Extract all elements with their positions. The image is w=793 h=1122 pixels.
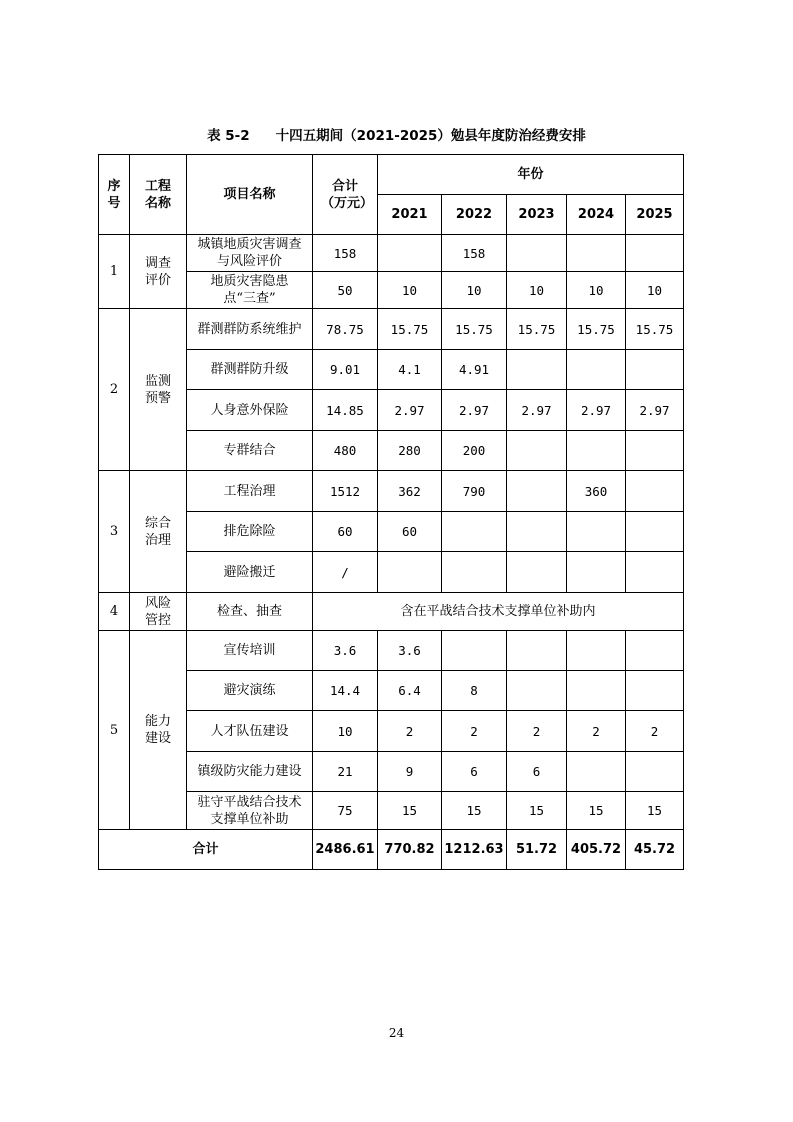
table-row [99, 752, 684, 792]
year-value [567, 752, 626, 792]
year-value [567, 631, 626, 671]
item-name: 人身意外保险 [187, 390, 313, 431]
item-total: 78.75 [313, 309, 378, 350]
table-title: 十四五期间（2021-2025）勉县年度防治经费安排 [275, 128, 586, 144]
year-value: 10 [507, 272, 567, 309]
item-name: 避灾演练 [187, 671, 313, 711]
year-value [626, 752, 684, 792]
header-category: 工程名称 [130, 155, 187, 235]
year-value: 280 [378, 431, 442, 471]
merged-note: 含在平战结合技术支撑单位补助内 [313, 593, 684, 631]
year-value [378, 235, 442, 272]
header-row [99, 155, 684, 195]
year-value: 15.75 [442, 309, 507, 350]
header-item: 项目名称 [187, 155, 313, 235]
table-row [99, 390, 684, 431]
item-name: 地质灾害隐患点“三查” [187, 272, 313, 309]
group-seq: 5 [99, 631, 130, 830]
year-value [442, 552, 507, 593]
item-name: 人才队伍建设 [187, 711, 313, 752]
item-total: 9.01 [313, 350, 378, 390]
year-value [378, 552, 442, 593]
header-year: 2023 [507, 195, 567, 235]
table-row [99, 471, 684, 512]
year-value: 2.97 [507, 390, 567, 431]
year-value [442, 512, 507, 552]
year-value: 2.97 [567, 390, 626, 431]
header-total: 合计（万元） [313, 155, 378, 235]
year-value [442, 631, 507, 671]
year-value [567, 552, 626, 593]
table-body [99, 155, 684, 870]
year-value [567, 512, 626, 552]
item-name: 镇级防灾能力建设 [187, 752, 313, 792]
year-value [626, 431, 684, 471]
year-value [507, 671, 567, 711]
year-value: 158 [442, 235, 507, 272]
year-value: 790 [442, 471, 507, 512]
item-total: 14.85 [313, 390, 378, 431]
year-value: 3.6 [378, 631, 442, 671]
year-value [567, 671, 626, 711]
item-total: 1512 [313, 471, 378, 512]
year-value: 10 [567, 272, 626, 309]
funding-table [98, 154, 684, 870]
year-value [626, 552, 684, 593]
item-total: 14.4 [313, 671, 378, 711]
item-name: 宣传培训 [187, 631, 313, 671]
year-value: 2 [567, 711, 626, 752]
group-name: 能力建设 [130, 631, 187, 830]
year-value: 10 [378, 272, 442, 309]
year-value [507, 552, 567, 593]
year-value: 4.91 [442, 350, 507, 390]
year-value: 15 [626, 792, 684, 830]
table-row [99, 235, 684, 272]
year-value: 2.97 [442, 390, 507, 431]
grand-total-value: 2486.61 [313, 830, 378, 870]
year-value: 10 [442, 272, 507, 309]
header-year: 2025 [626, 195, 684, 235]
grand-total-year: 405.72 [567, 830, 626, 870]
group-seq: 2 [99, 309, 130, 471]
year-value [507, 471, 567, 512]
table-caption [0, 124, 793, 144]
table-number: 表 5-2 [207, 128, 250, 144]
year-value: 8 [442, 671, 507, 711]
year-value [626, 350, 684, 390]
item-name: 避险搬迁 [187, 552, 313, 593]
page-number: 24 [388, 1026, 405, 1040]
table-row [99, 350, 684, 390]
item-total: 10 [313, 711, 378, 752]
year-value: 15.75 [567, 309, 626, 350]
year-value: 2 [507, 711, 567, 752]
grand-total-year: 1212.63 [442, 830, 507, 870]
year-value: 15 [442, 792, 507, 830]
group-name: 风险管控 [130, 593, 187, 631]
group-name: 监测预警 [130, 309, 187, 471]
header-seq: 序号 [99, 155, 130, 235]
item-total: 158 [313, 235, 378, 272]
item-name: 排危除险 [187, 512, 313, 552]
year-value: 15 [567, 792, 626, 830]
year-value [626, 235, 684, 272]
header-year: 2022 [442, 195, 507, 235]
year-value: 2.97 [626, 390, 684, 431]
year-value: 6.4 [378, 671, 442, 711]
year-value [626, 631, 684, 671]
year-value: 362 [378, 471, 442, 512]
table-row [99, 309, 684, 350]
table-row [99, 711, 684, 752]
year-value: 15.75 [378, 309, 442, 350]
year-value [567, 235, 626, 272]
year-value: 15 [507, 792, 567, 830]
year-value: 2 [442, 711, 507, 752]
header-year: 2021 [378, 195, 442, 235]
item-total: 480 [313, 431, 378, 471]
table-row [99, 671, 684, 711]
year-value: 15.75 [507, 309, 567, 350]
table-row [99, 272, 684, 309]
grand-total-label: 合计 [99, 830, 313, 870]
year-value [626, 512, 684, 552]
item-name: 城镇地质灾害调查与风险评价 [187, 235, 313, 272]
group-name: 调查评价 [130, 235, 187, 309]
item-name: 检查、抽查 [187, 593, 313, 631]
year-value: 10 [626, 272, 684, 309]
year-value [507, 235, 567, 272]
year-value: 6 [507, 752, 567, 792]
year-value [507, 431, 567, 471]
item-total: 21 [313, 752, 378, 792]
table-row [99, 792, 684, 830]
item-total: / [313, 552, 378, 593]
item-name: 专群结合 [187, 431, 313, 471]
item-total: 75 [313, 792, 378, 830]
year-value: 4.1 [378, 350, 442, 390]
year-value [567, 350, 626, 390]
group-seq: 4 [99, 593, 130, 631]
table-row [99, 431, 684, 471]
year-value: 2 [626, 711, 684, 752]
item-name: 工程治理 [187, 471, 313, 512]
item-total: 50 [313, 272, 378, 309]
item-total: 3.6 [313, 631, 378, 671]
table-row [99, 552, 684, 593]
year-value [626, 471, 684, 512]
year-value: 2 [378, 711, 442, 752]
year-value: 6 [442, 752, 507, 792]
header-years: 年份 [378, 155, 684, 195]
grand-total-row [99, 830, 684, 870]
table-row [99, 593, 684, 631]
grand-total-year: 45.72 [626, 830, 684, 870]
year-value [567, 431, 626, 471]
grand-total-year: 51.72 [507, 830, 567, 870]
year-value: 15.75 [626, 309, 684, 350]
table-row [99, 512, 684, 552]
year-value: 200 [442, 431, 507, 471]
header-year: 2024 [567, 195, 626, 235]
year-value [507, 631, 567, 671]
item-total: 60 [313, 512, 378, 552]
group-seq: 3 [99, 471, 130, 593]
year-value [626, 671, 684, 711]
year-value [507, 350, 567, 390]
grand-total-year: 770.82 [378, 830, 442, 870]
year-value: 360 [567, 471, 626, 512]
year-value: 15 [378, 792, 442, 830]
item-name: 群测群防系统维护 [187, 309, 313, 350]
item-name: 群测群防升级 [187, 350, 313, 390]
year-value: 2.97 [378, 390, 442, 431]
group-name: 综合治理 [130, 471, 187, 593]
year-value: 9 [378, 752, 442, 792]
group-seq: 1 [99, 235, 130, 309]
item-name: 驻守平战结合技术支撑单位补助 [187, 792, 313, 830]
year-value [507, 512, 567, 552]
table-row [99, 631, 684, 671]
year-value: 60 [378, 512, 442, 552]
